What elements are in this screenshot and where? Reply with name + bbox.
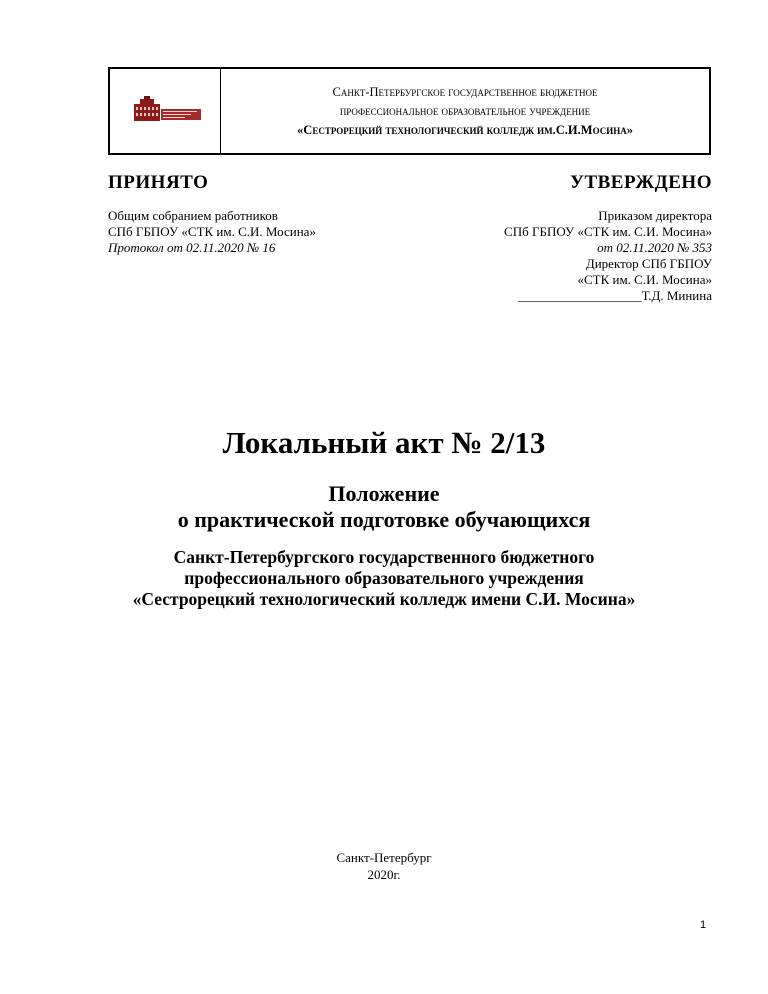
- accepted-line-1: Общим собранием работников: [108, 208, 278, 223]
- approved-line-4: Директор СПб ГБПОУ: [585, 256, 712, 271]
- college-logo: [132, 96, 202, 122]
- organization-name: [221, 69, 709, 153]
- document-title: Локальный акт № 2/13: [222, 425, 546, 460]
- document-subtitle: [0, 481, 768, 533]
- approved-line-2: СПб ГБПОУ «СТК им. С.И. Мосина»: [504, 224, 712, 239]
- year: 2020г.: [367, 867, 401, 882]
- signature-line: ___________________Т.Д. Минина: [518, 288, 712, 303]
- org-line-3: «Сестрорецкий технологический колледж им.С.И.Мосина»: [297, 122, 633, 137]
- approved-block: [504, 208, 712, 304]
- approved-heading: УТВЕРЖДЕНО: [570, 172, 712, 193]
- letterhead-box: [108, 67, 711, 155]
- organization-full-name: [0, 547, 768, 610]
- accepted-protocol: Протокол от 02.11.2020 № 16: [108, 240, 276, 255]
- org-line-1: Санкт-Петербургское государственное бюджетное: [332, 84, 598, 99]
- subtitle-line-2: о практической подготовке обучающихся: [177, 507, 591, 532]
- org-full-line-1: Санкт-Петербургского государственного бюджетного: [173, 547, 595, 567]
- page-number: 1: [700, 919, 707, 931]
- accepted-line-2: СПб ГБПОУ «СТК им. С.И. Мосина»: [108, 224, 316, 239]
- approved-line-5: «СТК им. С.И. Мосина»: [577, 272, 712, 287]
- approved-line-1: Приказом директора: [598, 208, 712, 223]
- org-full-line-2: профессионального образовательного учреждения: [184, 568, 584, 588]
- logo-cell: [110, 69, 221, 153]
- accepted-heading: ПРИНЯТО: [108, 172, 209, 193]
- place-and-year: [0, 849, 768, 883]
- city-name: Санкт-Петербург: [336, 850, 432, 865]
- subtitle-line-1: Положение: [328, 481, 440, 506]
- approved-order: от 02.11.2020 № 353: [597, 240, 712, 255]
- org-line-2: профессиональное образовательное учреждение: [339, 103, 591, 118]
- accepted-block: [108, 208, 316, 256]
- org-full-line-3: «Сестрорецкий технологический колледж имени С.И. Мосина»: [132, 589, 636, 609]
